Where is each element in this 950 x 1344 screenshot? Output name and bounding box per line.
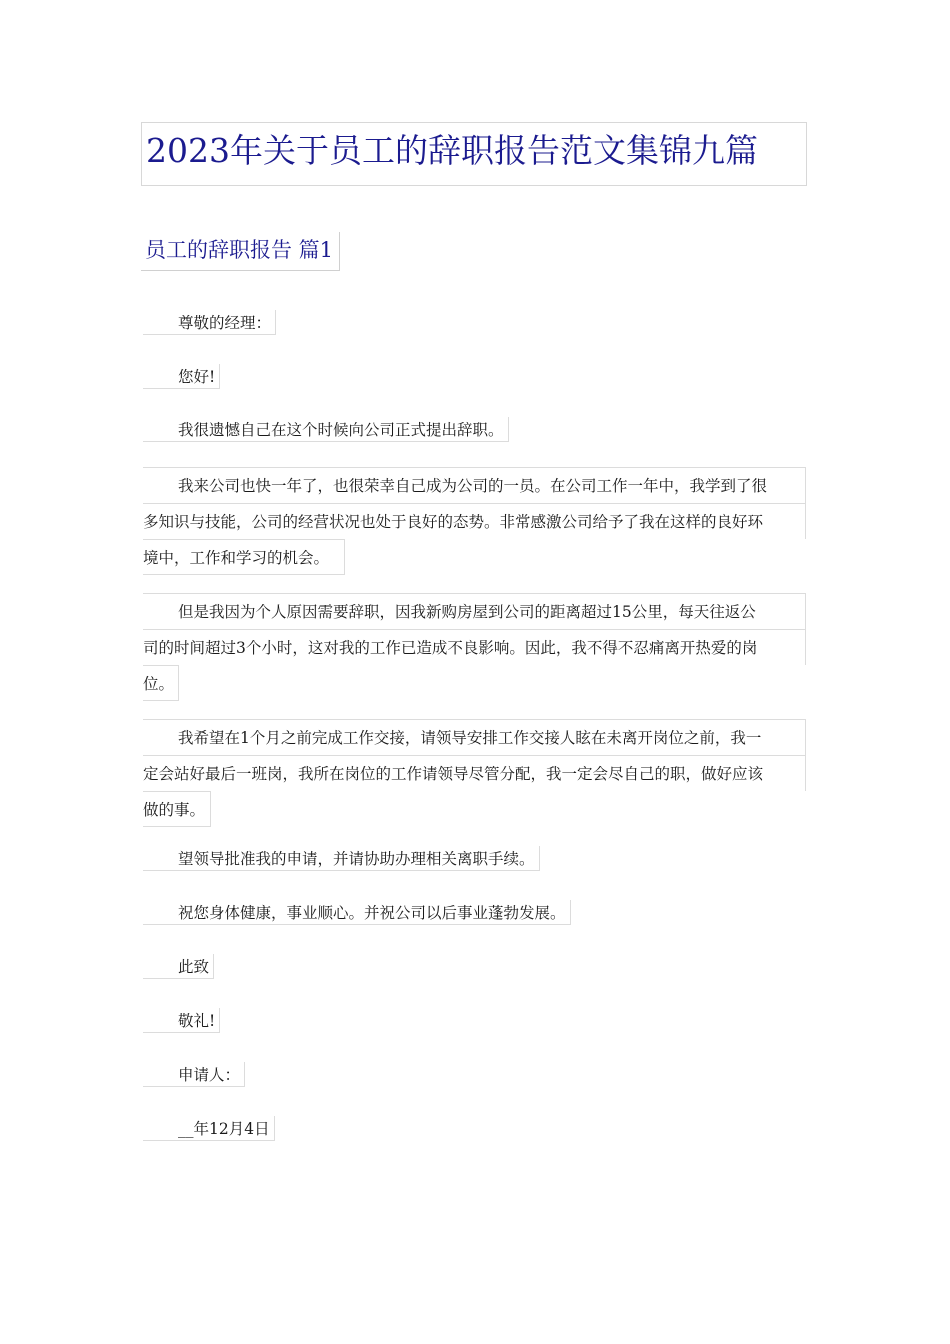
paragraph-line: 司的时间超过3个小时，这对我的工作已造成不良影响。因此，我不得不忍痛离开热爱的岗 — [143, 629, 806, 665]
salutation: 尊敬的经理： — [143, 310, 276, 335]
greeting: 您好! — [143, 364, 220, 389]
paragraph-2 — [143, 467, 806, 575]
paragraph-1: 我很遗憾自己在这个时候向公司正式提出辞职。 — [143, 417, 509, 442]
paragraph-line: 做的事。 — [143, 791, 211, 827]
wishes-text: 祝您身体健康，事业顺心。并祝公司以后事业蓬勃发展。 — [143, 900, 571, 925]
paragraph-line: 多知识与技能，公司的经营状况也处于良好的态势。非常感激公司给予了我在这样的良好环 — [143, 503, 806, 539]
paragraph-line: 但是我因为个人原因需要辞职，因我新购房屋到公司的距离超过15公里，每天往返公 — [143, 593, 806, 629]
paragraph-line: 位。 — [143, 665, 179, 701]
document-title: 2023年关于员工的辞职报告范文集锦九篇 — [141, 122, 807, 186]
paragraph-line: 定会站好最后一班岗，我所在岗位的工作请领导尽管分配，我一定会尽自己的职，做好应该 — [143, 755, 806, 791]
request-text: 望领导批准我的申请，并请协助办理相关离职手续。 — [143, 846, 540, 871]
closing-line-2: 敬礼! — [143, 1008, 220, 1033]
section-title: 员工的辞职报告 篇1 — [141, 232, 340, 271]
paragraph-3 — [143, 593, 806, 701]
paragraph-line: 我来公司也快一年了，也很荣幸自己成为公司的一员。在公司工作一年中，我学到了很 — [143, 467, 806, 503]
paragraph-line: 我希望在1个月之前完成工作交接，请领导安排工作交接人眩在未离开岗位之前，我一 — [143, 719, 806, 755]
date-line: __年12月4日 — [143, 1116, 275, 1141]
paragraph-4 — [143, 719, 806, 827]
applicant-label: 申请人： — [143, 1062, 245, 1087]
closing-line-1: 此致 — [143, 954, 214, 979]
paragraph-line: 境中，工作和学习的机会。 — [143, 539, 345, 575]
